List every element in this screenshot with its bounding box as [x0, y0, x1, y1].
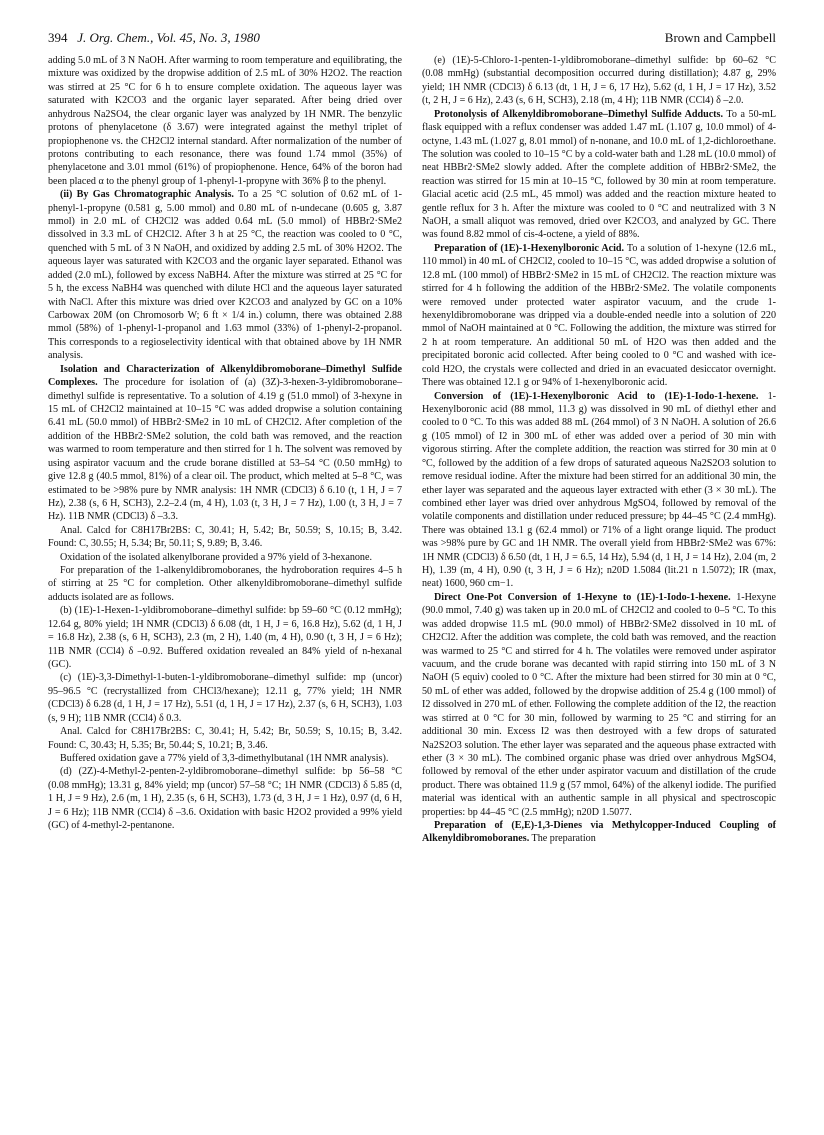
paragraph: [48, 752, 402, 765]
paragraph-heading: (ii) By Gas Chromatographic Analysis.: [60, 189, 234, 201]
paragraph-text: To a 50-mL flask equipped with a reflux condenser was added 1.47 mL (1.107 g, 10.0 mmol) of 4-octyne, 1.43 mL (1.027 g, 8.01 mmol) of n-nonane, and 10.0 mL of 1,2-dichloroethane. The solution was cooled to 10–15 °C by a cold-water bath and 1.28 mL (10.0 mmol) of neat HBBr2·SMe2 slowly added. After the complete addition of HBBr2·SMe2, the reaction was stirred for 15 min at 10–15 °C, followed by 30 min at room temperature. Glacial acetic acid (2.5 mL, 45 mmol) was added and the reaction mixture heated to gentle reflux for 3 h. After the mixture was cooled to 0 °C and neutralized with 3 N NaOH, a small aliquot was removed, dried over K2CO3, and analyzed by GC. There was found 8.82 mmol of cis-4-octene, a yield of 88%.: [422, 108, 776, 241]
paragraph-text: The preparation: [529, 833, 596, 845]
paragraph-heading: Isolation and Characterization of Alkenyldibromoborane–Dimethyl Sulfide Complexes.: [48, 363, 402, 389]
paragraph-text: Anal. Calcd for C8H17Br2BS: C, 30.41; H, 5.42; Br, 50.59; S, 10.15; B, 3.42. Found: C, 30.43; H, 5.35; Br, 50.44; S, 10.21; B, 3.46.: [48, 726, 402, 751]
paragraph-heading: Conversion of (1E)-1-Hexenylboronic Acid to (1E)-1-Iodo-1-hexene.: [434, 390, 759, 402]
paragraph: [422, 108, 776, 242]
paragraph-heading: Protonolysis of Alkenyldibromoborane–Dimethyl Sulfide Adducts.: [434, 108, 723, 120]
paragraph-text: To a solution of 1-hexyne (12.6 mL, 110 mmol) in 40 mL of CH2Cl2, cooled to 10–15 °C, was added dropwise a solution of 12.8 mL (100 mmol) of HBBr2·SMe2 in 15 mL of CH2Cl2. The reaction mixture was stirred for 4 h following the addition of the HBBr2·SMe2. The volatile components were removed under protected water aspirator vacuum, and the crude 1-hexenyldibromoborane was dripped via a double-ended needle into a solution of 220 mmol of NaOH maintained at 0 °C. Following the addition, the mixture was stirred for 2 h at room temperature. An additional 50 mL of H2O was then added and the precipitated boronic acid collected. After being cooled to 0 °C and washed with ice-cold H2O, the crystals were collected and dried in an evacuated desiccator overnight. There was obtained 12.1 g or 94% of 1-hexenylboronic acid.: [422, 242, 777, 389]
paragraph-text: Buffered oxidation gave a 77% yield of 3,3-dimethylbutanal (1H NMR analysis).: [60, 752, 389, 764]
paragraph: [48, 363, 402, 524]
paragraph-text: (c) (1E)-3,3-Dimethyl-1-buten-1-yldibromoborane–dimethyl sulfide: mp (uncor) 95–96.5 °C (recrystallized from CHCl3/hexane); 12.11 g, 77% yield; 1H NMR (CDCl3) δ 6.28 (d, 1 H, J = 17 Hz), 5.51 (d, 1 H, J = 17 Hz), 2.37 (s, 6 H, SCH3), 1.03 (s, 9 H); 11B NMR (CCl4) δ 0.3.: [48, 672, 402, 724]
paragraph: [48, 725, 402, 752]
paragraph: [48, 564, 402, 604]
paragraph: [422, 54, 776, 108]
paragraph: [422, 819, 776, 846]
paragraph: [422, 390, 776, 591]
paragraph: [48, 671, 402, 725]
paragraph-text: (e) (1E)-5-Chloro-1-penten-1-yldibromoborane–dimethyl sulfide: bp 60–62 °C (0.08 mmHg) (substantial decomposition occurred during distillation); 4.87 g, 29% yield; 1H NMR (CDCl3) δ 6.13 (dt, 1 H, J = 6, 17 Hz), 5.62 (d, 1 H, J = 17 Hz), 3.52 (t, 2 H, J = 6 Hz), 2.43 (s, 6 H, SCH3), 2.18 (m, 4 H); 11B NMR (CCl4) δ –2.0.: [422, 55, 776, 107]
paragraph-text: 1-Hexenylboronic acid (88 mmol, 11.3 g) was dissolved in 90 mL of diethyl ether and cooled to 0 °C. To this was added 88 mL (264 mmol) of 3 N NaOH. A solution of 26.6 g (105 mmol) of I2 in 300 mL of ether was added over a period of 30 min with vigorous stirring. After the complete addition, the reaction was stirred for 30 min at 0 °C, followed by the addition of a few drops of saturated aqueous Na2S2O3 solution to remove residual iodine. After the mixture had been stirred for an additional 30 min, the ether layer was separated and the aqueous layer extracted with ether (3 × 30 mL). The combined ether layer was dried over anhydrous MgSO4, followed by removal of the volatile components and distillation under reduced pressure; bp 44–45 °C (2.4 mmHg). There was obtained 13.1 g (62.4 mmol) or 71% of a light orange liquid. The product was >98% pure by GC and 1H NMR. The overall yield from HBBr2·SMe2 was 67%: 1H NMR (CDCl3) δ 6.50 (dt, 1 H, J = 6.5, 14 Hz), 5.94 (d, 1 H, J = 14 Hz), 2.04 (m, 2 H), 1.39 (m, 4 H), 0.90 (t, 3 H, J = 6 Hz); n20D 1.5084 (lit.21 n 1.5072); IR (max, neat) 1600, 960 cm−1.: [422, 390, 776, 590]
paragraph-text: Anal. Calcd for C8H17Br2BS: C, 30.41; H, 5.42; Br, 50.59; S, 10.15; B, 3.42. Found: C, 30.55; H, 5.34; Br, 50.11; S, 9.89; B, 3.46.: [48, 524, 402, 550]
paragraph: [422, 242, 776, 390]
paragraph-text: To a 25 °C solution of 0.62 mL of 1-phenyl-1-propyne (0.581 g, 5.00 mmol) and 0.80 mL of n-undecane (0.605 g, 3.87 mmol) in 2.0 mL of CH2Cl2 was added 0.64 mL (5.0 mmol) of HBBr2·SMe2 dissolved in 3.3 mL of CH2Cl2. After 3 h at 25 °C, the reaction was cooled to 0 °C, quenched with 5 mL of 3 N NaOH, and oxidized by adding 2.5 mL of 30% H2O2. The aqueous layer was saturated with K2CO3 and the organic layer separated. Ethanol was added (2.0 mL), followed by excess NaBH4. After the mixture was stirred at 25 °C for 5 h, the excess NaBH4 was quenched with dilute HCl and the aqueous layer saturated with NaCl. After this mixture was dried over K2CO3 and analyzed by GC on a 10% Carbowax 20M (on Chromosorb W; 6 ft × 1/4 in.) column, there was obtained 2.88 mmol (58%) of 1-phenyl-1-propanol and 1.63 mmol (33%) of 1-phenyl-2-propanol. This corresponds to a regioselectivity identical with that obtained above by 1H NMR analysis.: [48, 189, 402, 362]
journal-citation: J. Org. Chem., Vol. 45, No. 3, 1980: [77, 30, 260, 45]
paragraph-text: (d) (2Z)-4-Methyl-2-penten-2-yldibromoborane–dimethyl sulfide: bp 56–58 °C (0.08 mmHg); 13.31 g, 84% yield; mp (uncor) 57–58 °C; 1H NMR (CDCl3) δ 5.85 (d, 1 H, J = 9 Hz), 2.6 (m, 1 H), 2.35 (s, 6 H, SCH3), 1.73 (d, 3 H, J = 1 Hz), 0.97 (d, 6 H, J = 6 Hz); 11B NMR (CCl4) δ –3.6. Oxidation with basic H2O2 provided a 99% yield (GC) of 4-methyl-2-pentanone.: [48, 766, 402, 832]
paragraph-text: Oxidation of the isolated alkenylborane provided a 97% yield of 3-hexanone.: [60, 551, 372, 563]
page-header: [48, 30, 776, 46]
paragraph: [48, 604, 402, 671]
paragraph: [48, 551, 402, 564]
paragraph-text: The procedure for isolation of (a) (3Z)-3-hexen-3-yldibromoborane–dimethyl sulfide is representative. To a solution of 4.19 g (51.0 mmol) of 3-hexyne in 15 mL of CH2Cl2 maintained at 10–15 °C was added dropwise a solution containing 6.41 mL (50.0 mmol) of HBBr2·SMe2 in 10 mL of CH2Cl2. After completion of the addition of the HBBr2·SMe2 solution, the cold bath was removed, and the reaction was warmed to room temperature and then stirred for 1 h. The solvent was removed by using aspirator vacuum and the crude borane distilled at 53–54 °C (0.50 mmHg) to give 12.8 g (40.5 mmol, 81%) of a clear oil. The product, which melted at 5–8 °C, was estimated to be >98% pure by NMR analysis: 1H NMR (CDCl3) δ 6.10 (t, 1 H, J = 7 Hz), 2.38 (s, 6 H, SCH3), 2.2–2.4 (m, 4 H), 1.03 (t, 3 H, J = 7 Hz), 1.00 (t, 3 H, J = 7 Hz). 11B NMR (CDCl3) δ –3.3.: [48, 377, 402, 523]
paragraph-text: (b) (1E)-1-Hexen-1-yldibromoborane–dimethyl sulfide: bp 59–60 °C (0.12 mmHg); 12.64 g, 80% yield; 1H NMR (CDCl3) δ 6.08 (dt, 1 H, J = 6, 16.8 Hz), 5.62 (d, 1 H, J = 16.8 Hz), 2.38 (s, 6 H, SCH3), 2.3 (m, 2 H), 1.40 (m, 4 H), 0.90 (t, 3 H, J = 6 Hz); 11B NMR (CCl4) δ –0.92. Buffered oxidation revealed an 84% yield of n-hexanal (GC).: [48, 605, 402, 670]
paragraph: [48, 765, 402, 832]
paragraph: [48, 54, 402, 188]
paragraph: [48, 524, 402, 551]
paragraph-text: adding 5.0 mL of 3 N NaOH. After warming to room temperature and equilibrating, the mixture was oxidized by the dropwise addition of 2.5 mL of 30% H2O2. The reaction was stirred at 25 °C for 6 h to ensure complete oxidation. The aqueous layer was saturated with K2CO3 and the organic layer separated. After being dried over anhydrous Na2SO4, the clear organic layer was analyzed by 1H NMR. The benzylic protons of phenylacetone (δ 3.67) were integrated against the methyl triplet of propiophenone vs. the CH2Cl2 internal standard. After normalization of the number of protons contributing to each resonance, there was found 1.74 mmol (35%) of phenylacetone and 3.01 mmol (61%) of propiophenone. Hence, 64% of the boron had been placed α to the phenyl group of 1-phenyl-1-propyne with 36% β to the phenyl.: [48, 55, 402, 187]
paragraph: [422, 591, 776, 819]
page-number: 394: [48, 30, 68, 45]
paragraph: [48, 188, 402, 362]
running-authors: Brown and Campbell: [664, 30, 776, 45]
right-column: [422, 54, 776, 1114]
two-column-body: [48, 54, 776, 1114]
left-column: [48, 54, 402, 1114]
paragraph-heading: Direct One-Pot Conversion of 1-Hexyne to (1E)-1-Iodo-1-hexene.: [434, 591, 731, 603]
header-left: [48, 30, 260, 46]
paragraph-text: For preparation of the 1-alkenyldibromoboranes, the hydroboration requires 4–5 h of stirring at 25 °C for completion. Other alkenyldibromoborane–dimethyl sulfide adducts isolated are as follows.: [48, 565, 402, 603]
paragraph-text: 1-Hexyne (90.0 mmol, 7.40 g) was taken up in 20.0 mL of CH2Cl2 and cooled to 0–5 °C. To this was added dropwise 11.5 mL (90.0 mmol) of HBBr2·SMe2 dissolved in 10 mL of CH2Cl2. After the addition was complete, the cold bath was removed, and the reaction was warmed to 25 °C and stirred for 4 h. The volatiles were removed under aspirator vacuum, and the crude borane was decanted with rapid stirring into 150 mL of 3 N NaOH (5 equiv) cooled to 0 °C. After the mixture had been stirred for 30 min at 0 °C, 50 mL of ether was added, followed by the dropwise addition of 25.4 g (100 mmol) of I2 dissolved in 270 mL of ether. Following the complete addition of the I2, the reaction was stirred at 0 °C for 30 min, followed by warming to 25 °C and stirring for an additional 30 min. Excess I2 was then destroyed with a few drops of saturated Na2S2O3 solution. The ether layer was separated and the aqueous phase extracted with ether (3 × 30 mL). The combined organic phase was dried over anhydrous MgSO4, followed by removal of the ether under aspirator vacuum and distillation of the crude product. There was obtained 11.9 g (57 mmol, 64%) of the alkenyl iodide. The purified material was identical with an authentic sample in all physical and spectroscopic properties: bp 44–45 °C (2.5 mmHg); n20D 1.5077.: [422, 591, 776, 818]
paragraph-heading: Preparation of (1E)-1-Hexenylboronic Acid.: [434, 242, 625, 254]
paragraph-heading: Preparation of (E,E)-1,3-Dienes via Methylcopper-Induced Coupling of Alkenyldibromoboranes.: [422, 820, 776, 845]
